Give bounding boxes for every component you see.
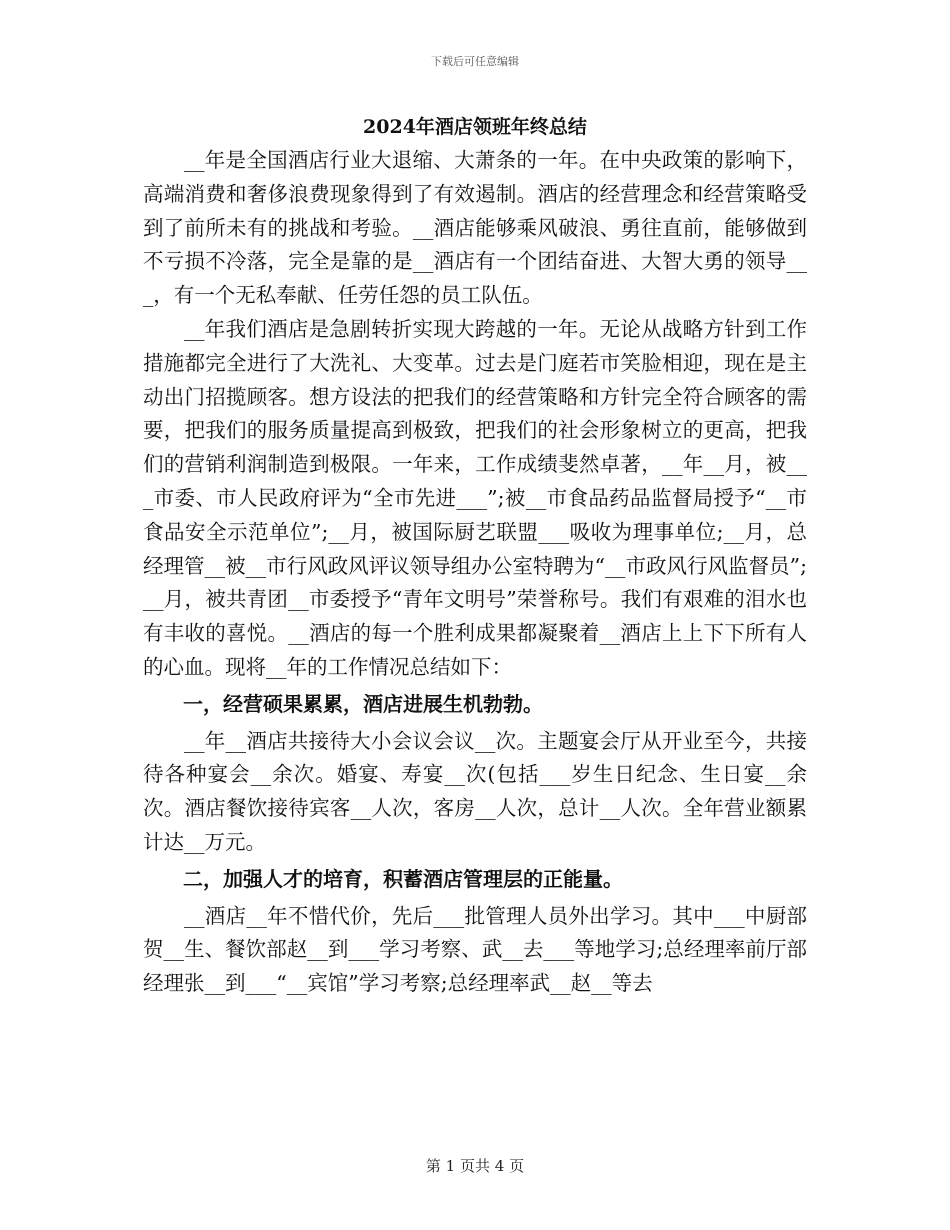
section-heading-2: 二，加强人才的培育，积蓄酒店管理层的正能量。 (183, 866, 623, 891)
paragraph-year-review: __年我们酒店是急剧转折实现大跨越的一年。无论从战略方针到工作措施都完全进行了大洗礼、大变革。过去是门庭若市笑脸相迎，现在是主动出门招揽顾客。想方设法的把我们的经营策略和方针完全符合顾客的需要，把我们的服务质量提高到极致，把我们的社会形象树立的更高，把我们的营销利润制造到极限。一年来，工作成绩斐然卓著，__年__月，被___市委、市人民政府评为“全市先进___”;被__市食品药品监督局授予“__市食品安全示范单位”;__月，被国际厨艺联盟___吸收为理事单位;__月，总经理管__被__市行风政风评议领导组办公室特聘为“__市政风行风监督员”;__月，被共青团__市委授予“青年文明号”荣誉称号。我们有艰难的泪水也有丰收的喜悦。__酒店的每一个胜利成果都凝聚着__酒店上上下下所有人的心血。现将__年的工作情况总结如下： (143, 316, 807, 679)
section-heading-1: 一，经营硕果累累，酒店进展生机勃勃。 (183, 691, 543, 716)
section-paragraph-2: __酒店__年不惜代价，先后___批管理人员外出学习。其中___中厨部贺__生、餐饮部赵__到___学习考察、武__去___等地学习;总经理率前厅部经理张__到___“__宾馆”学习考察;总经理率武__赵__等去 (143, 903, 807, 996)
page-number: 第 1 页共 4 页 (425, 1157, 525, 1175)
document-body (143, 112, 807, 1001)
paragraph-intro: __年是全国酒店行业大退缩、大萧条的一年。在中央政策的影响下，高端消费和奢侈浪费现象得到了有效遏制。酒店的经营理念和经营策略受到了前所未有的挑战和考验。__酒店能够乘风破浪、勇往直前，能够做到不亏损不冷落，完全是靠的是__酒店有一个团结奋进、大智大勇的领导___，有一个无私奉献、任劳任怨的员工队伍。 (143, 148, 807, 308)
section-paragraph-1: __年__酒店共接待大小会议会议__次。主题宴会厅从开业至今，共接待各种宴会__余次。婚宴、寿宴__次(包括___岁生日纪念、生日宴__余次。酒店餐饮接待宾客__人次，客房__人次，总计__人次。全年营业额累计达__万元。 (143, 728, 807, 854)
page-header-note: 下载后可任意编辑 (431, 55, 519, 68)
document-title: 2024年酒店领班年终总结 (363, 116, 587, 138)
